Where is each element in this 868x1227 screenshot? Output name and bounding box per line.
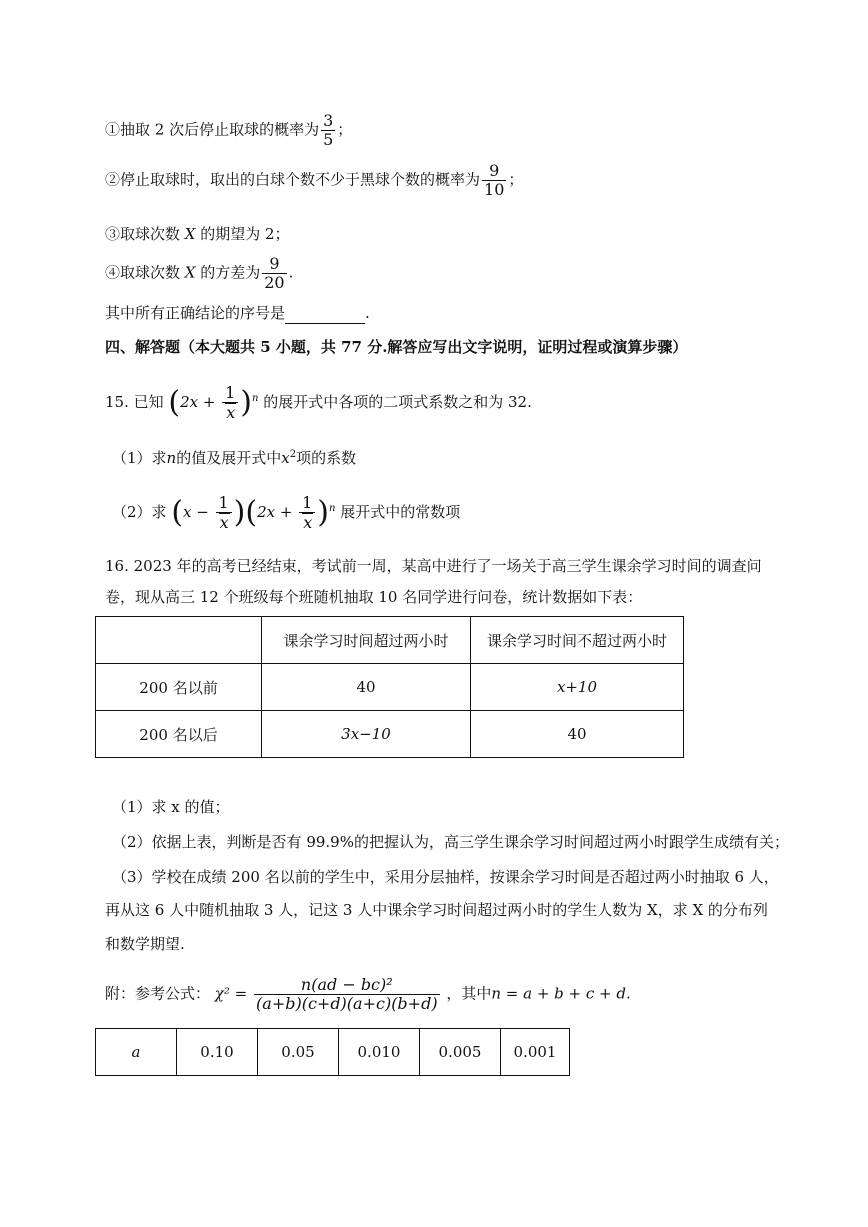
answer-blank <box>285 307 365 324</box>
statement-4: ④取球次数 X 的方差为 $\frac{9}{20}$ . <box>105 254 294 292</box>
table-row: 课余学习时间超过两小时 课余学习时间不超过两小时 <box>96 617 684 664</box>
statement-5: 其中所有正确结论的序号是 . <box>105 304 370 322</box>
q16-intro-1: 16. 2023 年的高考已经结束，考试前一周，某高中进行了一场关于高三学生课余学习时间的调查问 <box>105 557 762 575</box>
fraction: $\frac{9}{20}$ <box>264 254 285 292</box>
fraction: $\frac{9}{10}$ <box>484 161 505 199</box>
q16-part3b: 再从这 6 人中随机抽取 3 人，记这 3 人中课余学习时间超过两小时的学生人数为 X，求 X 的分布列 <box>105 901 768 919</box>
q16-part3a: （3）学校在成绩 200 名以前的学生中，采用分层抽样，按课余学习时间是否超过两小时抽取 6 人， <box>112 868 779 886</box>
table-row: 200 名以后 3x−10 40 <box>96 711 684 758</box>
statement-1: ①抽取 2 次后停止取球的概率为 $\frac{3}{5}$ ； <box>105 111 353 149</box>
q16-intro-2: 卷，现从高三 12 个班级每个班随机抽取 10 名同学进行问卷，统计数据如下表： <box>105 588 643 606</box>
q16-part1: （1）求 x 的值； <box>112 798 230 816</box>
question-15: 15. 已知 (2x + $\frac{1}{x}$ )$^n$ 的展开式中各项的二项式系数之和为 32. <box>105 383 532 422</box>
statement-3: ③取球次数 X 的期望为 2； <box>105 225 290 243</box>
survey-table <box>95 616 684 758</box>
table-row: 200 名以前 40 x+10 <box>96 664 684 711</box>
q15-part2: （2）求 (x − $\frac{1}{x}$ )(2x + $\frac{1}{x}$ )$^n$ 展开式中的常数项 <box>112 493 461 532</box>
statement-2: ②停止取球时，取出的白球个数不少于黑球个数的概率为 $\frac{9}{10}$ ； <box>105 161 524 199</box>
critical-value-table <box>95 1028 570 1076</box>
section-heading: 四、解答题（本大题共 5 小题，共 77 分.解答应写出文字说明，证明过程或演算步骤） <box>105 338 688 356</box>
fraction: $\frac{3}{5}$ <box>323 111 334 149</box>
q16-part2: （2）依据上表，判断是否有 99.9%的把握认为，高三学生课余学习时间超过两小时跟学生成绩有关； <box>112 833 789 851</box>
table-row: a 0.10 0.05 0.010 0.005 0.001 <box>96 1029 570 1076</box>
reference-formula: 附：参考公式： χ² = $\frac{\text{n(ad − bc)²}}{(a+b)(c+d)(a+c)(b+d)}$ ，其中n = a + b + c + d. <box>105 975 631 1013</box>
chi-square-fraction: $\frac{\text{n(ad − bc)²}}{(a+b)(c+d)(a+c)(b+d)}$ <box>256 975 438 1013</box>
q15-part1: （1）求n的值及展开式中$x^2$项的系数 <box>112 449 357 467</box>
q16-part3c: 和数学期望. <box>105 935 185 953</box>
